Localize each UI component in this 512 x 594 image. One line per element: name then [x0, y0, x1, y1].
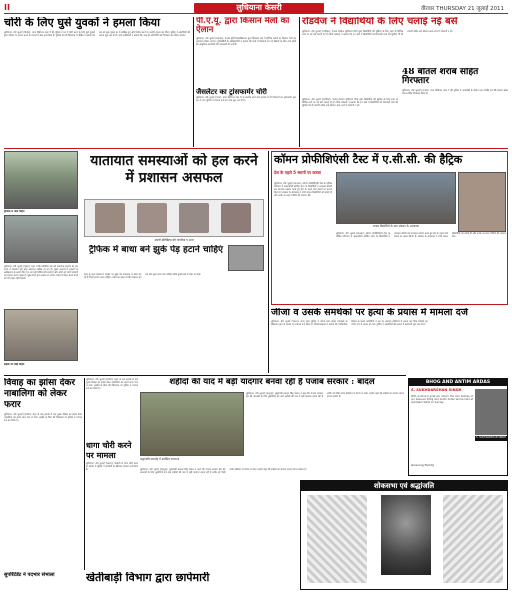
article-transformer-theft	[196, 88, 296, 146]
memorial-photo	[140, 392, 244, 456]
person-photo	[221, 203, 251, 233]
article-body: लुधियाना, 20 जुलाई (गगन): थाना डिवीजन नंबर 5 के अंतर्गत आने वाले इलाके से चोर बिजली का ट्रांसफार्मर चुरा कर ले गए। पुलिस ने मामला दर्ज कर जांच शुरू कर दी है।	[196, 96, 296, 103]
page-number: II	[4, 3, 10, 12]
quote-body: शहर के कई इलाकों में सड़कों पर झुके पेड़ यातायात में बाधा बन रहे हैं जिन्हें हटाया जाना चाहिए। लोगों का कहना है कि प्रशासन को इस ओर तुरंत ध्यान देना चाहिए ताकि दुर्घटनाओं से बचा जा सके।	[84, 273, 201, 280]
article-traffic-problems	[4, 151, 266, 373]
article-body: लुधियाना, 20 जुलाई (सलूजा): मुख्यमंत्री प्रकाश सिंह बादल ने कहा कि पंजाब सरकार देश की आजादी के लिए कुर्बानियां देने वाले शहीदों की याद में बड़ी यादगार बनवा रही है ताकि नई पीढ़ी उनके बलिदान से प्रेरणा ले सके। उन्होंने कहा कि शहीदों का सम्मान करना हमारा कर्तव्य है।	[246, 392, 404, 399]
article-body: लुधियाना, 20 जुलाई (राजेश): थाना डिवीजन नंबर 7 की पुलिस ने नाकाबंदी के दौरान एक व्यक्ति को 48 बोतलें अवैध शराब सहित गिरफ्तार किया है।	[402, 88, 508, 95]
article-body: लुधियाना, 20 जुलाई (भूपेश): शहर में दिन-प्रतिदिन बढ़ रही यातायात समस्या को हल करने में प्रशासन पूरी तरह असफल साबित हो रहा है। मुख्य बाजारों में सड़कों पर अतिक्रमण के कारण दिन भर जाम की स्थिति बनी रहती है और लोगों को भारी परेशानी का सामना करना पड़ता है। दुकानदारों द्वारा सड़क पर सामान रखने से पैदल चलने वालों को भी रास्ता नहीं मिलता।	[4, 265, 78, 281]
cpt-group-photo	[336, 172, 456, 224]
article-elopement	[4, 378, 82, 570]
reaction-panel	[84, 199, 264, 237]
masthead-brand	[194, 3, 324, 13]
cpt-portrait-photo	[458, 172, 506, 232]
ad-border-decoration	[443, 495, 503, 583]
headline: धागा चोरी करने पर मामला	[86, 440, 132, 460]
quote-photo	[228, 245, 264, 271]
headline: शहीदों की याद में बड़ी यादगार बनवा रही है पंजाब सरकार : बादल	[169, 378, 375, 387]
ad-bhog-antim-ardas	[408, 378, 508, 476]
headline: रोडवेज ने विद्यार्थियों के लिए चलाई नई बसें	[302, 17, 458, 27]
article-liquor-arrest	[402, 68, 508, 146]
ad-name: S. SUKHDARSHAN SINGH	[411, 388, 462, 392]
article-body: लुधियाना, 20 जुलाई (पंकज): थाना सदर पुलिस ने जीजा तथा उसके समर्थकों के खिलाफ हत्या के प्रयास का मामला दर्ज किया है। शिकायतकर्ता ने बताया कि पारिवारिक विवाद के चलते आरोपियों ने उस पर तेजधार हथियारों से हमला कर दिया जिससे वह गंभीर रूप से घायल हो गया। पुलिस ने आरोपियों की तलाश में छापेमारी शुरू कर दी है।	[271, 319, 428, 327]
article-cpt-hattrick	[271, 151, 508, 305]
article-body-extra: लुधियाना, 20 जुलाई (संजीव): शहर के एक इलाके से एक युवक विवाह का झांसा देकर नाबालिगा को अपने साथ भगा ले गया। लड़की के पिता की शिकायत पर पुलिस ने मामला दर्ज कर लिया है।	[86, 378, 138, 391]
article-attempt-to-murder	[271, 308, 508, 374]
section-rule	[4, 375, 406, 376]
article-body: लुधियाना, 20 जुलाई (बाजवा): कॉमन प्रोफीशिएंसी टैस्ट के घोषित परिणाम में अकाउंटेंसी कोचिंग सेंटर के विद्यार्थियों ने लगातार तीसरी बार शानदार प्रदर्शन करते हुए देश के पहले पांच स्थानों पर कब्जा किया है। संस्थान के संचालक ने सभी सफल विद्यार्थियों को बधाई दी और उनके उज्ज्वल भविष्य की कामना की।	[274, 182, 332, 198]
masthead	[4, 3, 508, 14]
headline: चोरी के लिए घुसे युवकों ने हमला किया	[4, 17, 160, 29]
column-divider	[268, 151, 269, 373]
traffic-photo-3	[4, 309, 78, 361]
article-body: लुधियाना, 20 जुलाई (संजीव): शहर के एक इलाके से एक युवक विवाह का झांसा देकर नाबालिगा को अपने साथ भगा ले गया। लड़की के पिता की शिकायत पर पुलिस ने मामला दर्ज कर लिया है।	[4, 413, 82, 423]
column-divider	[193, 17, 194, 147]
photo-caption: सड़क पर खड़े वाहन	[4, 363, 25, 366]
photo-caption: ट्रैफिक में फंसे वाहन	[4, 210, 25, 213]
photo-caption: सफल विद्यार्थियों के साथ संस्थान के अध्यापक	[373, 224, 419, 228]
pull-quote: ट्रैफिक में बाधा बने झुके पेड़ हटाने चाहिएं	[89, 245, 223, 255]
ad-title: शोकसभा एवं श्रद्धांजलि	[301, 481, 507, 491]
headline: 48 बोतलें शराब सहित गिरफ्तार	[402, 68, 479, 87]
person-photo	[95, 203, 125, 233]
traffic-photo-1	[4, 151, 78, 209]
headline: विवाह का झांसा देकर नाबालिगा को लेकर फरार	[4, 378, 76, 410]
article-body: लुधियाना, 20 जुलाई (सहगल): पंजाब कृषि विश्वविद्यालय द्वारा सितम्बर माह में विभिन्न स्थानों पर किसान मेलों का आयोजन किया जाएगा। यूनिवर्सिटी के अधिकारियों ने बताया कि मेलों में किसानों को नई किस्मों के बीज तथा खेती की आधुनिक तकनीकों की जानकारी दी जाएगी।	[196, 36, 296, 47]
article-body-2: लुधियाना, 20 जुलाई (बाजवा): कॉमन प्रोफीशिएंसी टैस्ट के घोषित परिणाम में अकाउंटेंसी कोचिंग सेंटर के विद्यार्थियों ने लगातार तीसरी बार शानदार प्रदर्शन करते हुए देश के पहले पांच स्थानों पर कब्जा किया है। संस्थान के संचालक ने सभी सफल विद्यार्थियों को बधाई दी और उनके उज्ज्वल भविष्य की कामना की।	[336, 232, 506, 239]
ad-title: BHOG AND ANTIM ARDAS	[409, 379, 507, 386]
ad-portrait	[381, 495, 431, 575]
article-body: लुधियाना, 20 जुलाई (परमिंदर): पंजाब रोडवेज लुधियाना डिपो द्वारा विद्यार्थियों की सुविधा के लिए शहर के विभिन्न रूटों पर नई बसें चलाई गई हैं। डिपो प्रबंधक ने बताया कि इन बसों में विद्यार्थियों को रियायती पास की सुविधा भी दी जाएगी ताकि उन्हें कॉलेज आने-जाने में परेशानी न हो।	[302, 29, 453, 36]
article-superintendent	[4, 572, 84, 592]
person-photo	[179, 203, 209, 233]
column-divider	[84, 378, 85, 570]
brand-name: लुधियाना केसरी	[236, 3, 282, 12]
article-body: लुधियाना, 20 जुलाई (विनोद): थाना डिवीजन नंबर 3 की पुलिस ने घर में चोरी करने के लिए घुसे युवकों द्वारा परिवार पर हमला करने के मामले में केस दर्ज किया है। पुलिस को दी शिकायत में पीड़ित ने बताया कि रात को कुछ युवक घर में दाखिल हुए और विरोध करने पर उन्होंने हमला कर दिया। पुलिस ने आरोपियों की तलाश शुरू कर दी है। जांच अधिकारी ने बताया कि जल्द ही आरोपियों को गिरफ्तार कर लिया जाएगा।	[4, 30, 190, 37]
ad-photo-label: S. SUKHDARSHAN SINGH	[476, 436, 506, 439]
article-theft-attack	[4, 17, 190, 147]
ad-portrait	[475, 389, 507, 435]
person-photo	[137, 203, 167, 233]
ad-border-decoration	[307, 495, 367, 583]
headline: खेतीबाड़ी विभाग द्वारा छापेमारी	[86, 572, 210, 584]
headline: जीजा व उसके समर्थकों पर हत्या के प्रयास में मामला दर्ज	[271, 308, 468, 318]
ad-shokasabha	[300, 480, 508, 590]
headline: सुपरिंटेंडेंट ने पदभार संभाला	[4, 572, 55, 578]
photo-caption: श्रद्धांजलि समारोह में उपस्थित गणमान्य	[140, 457, 180, 461]
column-divider	[299, 17, 300, 147]
headline: जैसलेटर का ट्रांसफार्मर चोरी	[196, 88, 267, 96]
article-body: लुधियाना, 20 जुलाई (पंकज): फैक्टरी से धागा चोरी करने के आरोप में पुलिस ने कर्मचारी के खिलाफ मामला दर्ज किया है।	[86, 462, 138, 472]
headline: यातायात समस्याओं को हल करने में प्रशासन असफल	[90, 153, 258, 186]
article-thread-theft	[86, 440, 138, 560]
ad-family: Grieving Family	[411, 463, 435, 467]
panel-caption: अपनी प्रतिक्रिया देते नागरिक व अन्य	[154, 238, 194, 242]
headline: कॉमन प्रोफीशिएंसी टैस्ट में ए.सी.सी. की हैट्रिक	[272, 152, 507, 168]
article-pau-kisan-mela	[196, 17, 296, 87]
article-body-extra: लुधियाना, 20 जुलाई (परमिंदर): पंजाब रोडवेज लुधियाना डिपो द्वारा विद्यार्थियों की सुविधा के लिए शहर के विभिन्न रूटों पर नई बसें चलाई गई हैं। डिपो प्रबंधक ने बताया कि इन बसों में विद्यार्थियों को रियायती पास की सुविधा भी दी जाएगी ताकि उन्हें कॉलेज आने-जाने में परेशानी न हो।	[302, 98, 398, 108]
traffic-photo-2	[4, 215, 78, 263]
ad-text: With profound grief we inform the sad demise of our beloved. Bhog and Antim Ardas will be held at Gurdwara Sahib on Sunday.	[411, 395, 473, 405]
masthead-date: वीरवार THURSDAY 21 जुलाई 2011	[420, 6, 504, 12]
section-rule	[4, 148, 508, 149]
kicker: देश के पहले 5 स्थानों पर कब्जा	[274, 170, 321, 175]
article-body-2: लुधियाना, 20 जुलाई (सलूजा): मुख्यमंत्री प्रकाश सिंह बादल ने कहा कि पंजाब सरकार देश की आजादी के लिए कुर्बानियां देने वाले शहीदों की याद में बड़ी यादगार बनवा रही है ताकि नई पीढ़ी उनके बलिदान से प्रेरणा ले सके। उन्होंने कहा कि शहीदों का सम्मान करना हमारा कर्तव्य है।	[140, 468, 307, 475]
headline: पी.ए.यू. द्वारा किसान मेलों का ऐलान	[196, 17, 290, 35]
